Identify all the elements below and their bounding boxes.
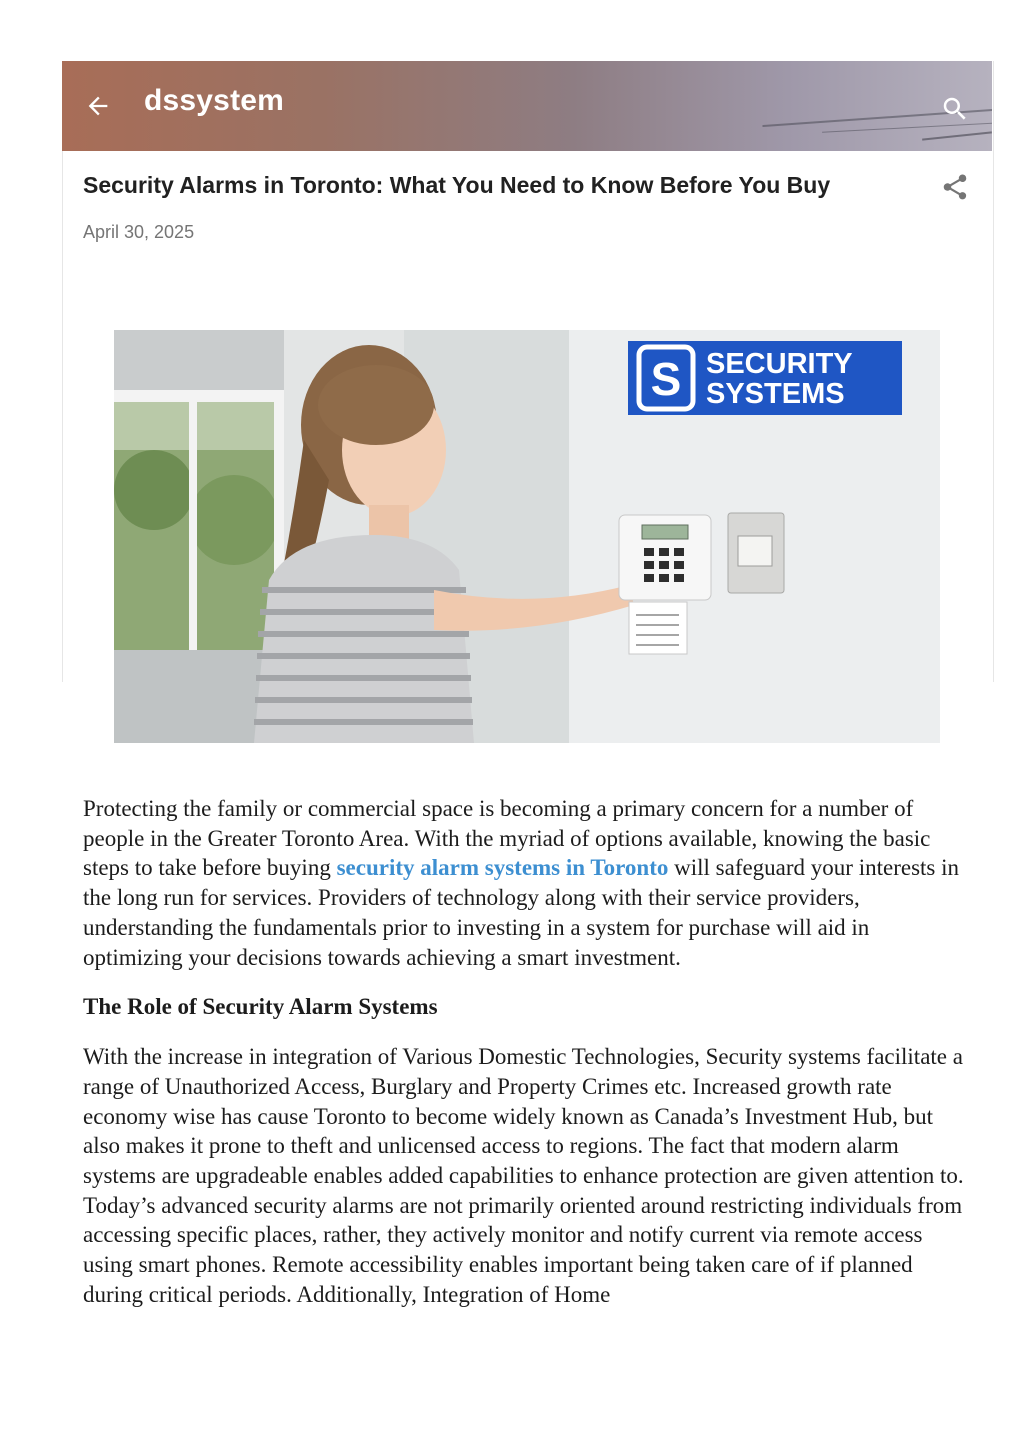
post-date: April 30, 2025 xyxy=(83,222,195,242)
logo-letter: S xyxy=(650,353,682,405)
article-paragraph xyxy=(83,794,968,972)
header-decoration xyxy=(922,131,992,140)
arrow-back-icon xyxy=(84,92,112,120)
hero-image xyxy=(114,330,940,743)
logo-line2: SYSTEMS xyxy=(706,378,845,410)
search-button[interactable] xyxy=(940,94,970,124)
site-title[interactable]: dssystem xyxy=(144,84,285,117)
share-button[interactable] xyxy=(940,172,970,202)
share-icon xyxy=(940,172,970,202)
section-heading: The Role of Security Alarm Systems xyxy=(83,994,438,1020)
logo-line1: SECURITY xyxy=(706,348,853,380)
paragraph-text: will safeguard your interests in the long run for services. Providers of technology along with their service providers, understanding the fundamentals prior to investing in a system for purchase will aid in optimizing your decisions towards achieving a smart investment. xyxy=(83,855,959,970)
back-button[interactable] xyxy=(84,92,112,120)
paragraph-text: Protecting the family or commercial space is becoming a primary concern for a number of people in the Greater Toronto Area. With the myriad of options available, knowing the basic steps to take before buying xyxy=(83,796,931,881)
article-body xyxy=(83,794,968,1330)
article-paragraph: With the increase in integration of Various Domestic Technologies, Security systems facilitate a range of Unauthorized Access, Burglary and Property Crimes etc. Increased growth rate economy wise has cause Toronto to become widely known as Canada’s Investment Hub, but also makes it prone to theft and unlicensed access to regions. The fact that modern alarm systems are upgradeable enables added capabilities to enhance protection are given attention to. Today’s advanced security alarms are not primarily oriented around restricting individuals from accessing specific places, rather, they actively monitor and notify current via remote access using smart phones. Remote accessibility enables important being taken care of if planned during critical periods. Additionally, Integration of Home xyxy=(83,1044,964,1307)
search-icon xyxy=(940,94,970,124)
security-alarm-link[interactable]: security alarm systems in Toronto xyxy=(336,855,669,881)
post-title: Security Alarms in Toronto: What You Need to Know Before You Buy xyxy=(83,172,831,198)
